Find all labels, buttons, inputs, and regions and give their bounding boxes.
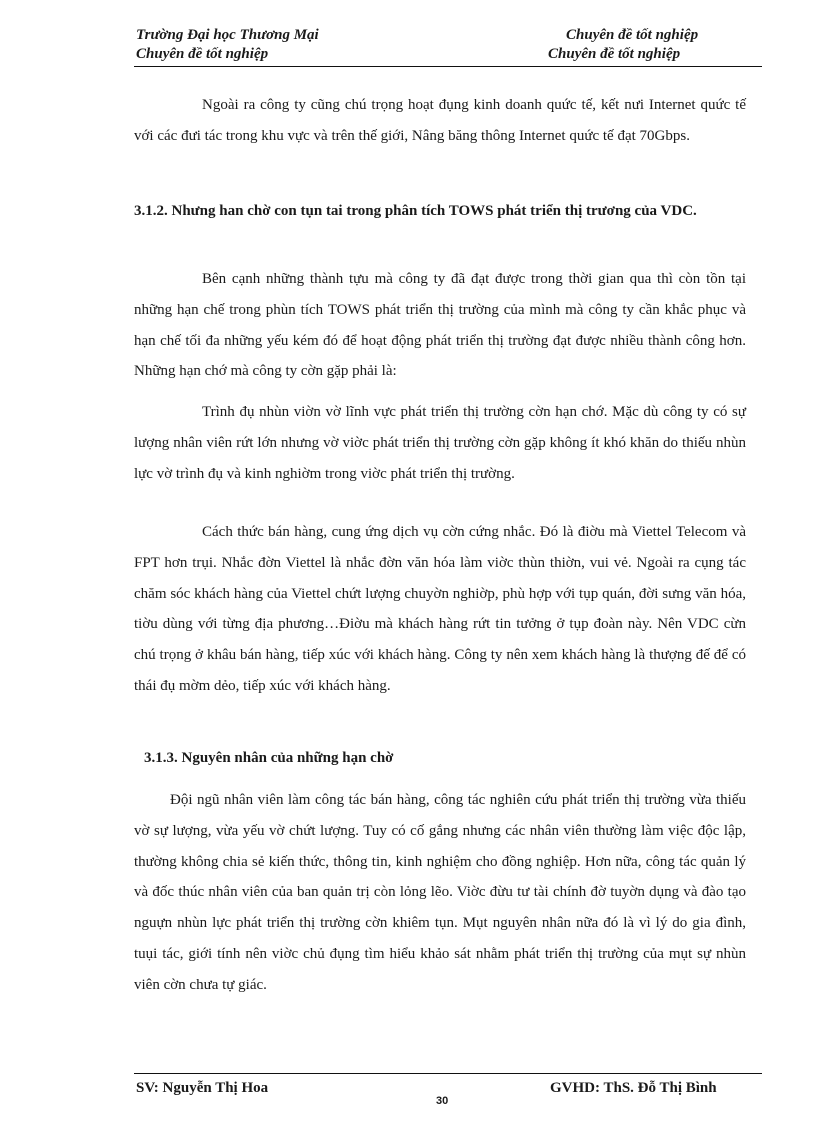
- header-rule: [134, 66, 762, 67]
- footer-rule: [134, 1073, 762, 1074]
- footer-advisor-name: GVHD: ThS. Đỗ Thị Bình: [550, 1080, 717, 1096]
- body-paragraph-4: Cách thức bán hàng, cung ứng dịch vụ cờn cứng nhắc. Đó là điờu mà Viettel Telecom và FPT hơn trụi. Nhắc đờn Viettel là nhắc đờn văn hóa làm viờc thùn thiờn, vui vẻ. Ngoài ra cụng tác chăm sóc khách hàng của Viettel chứt lượng chuyờn nghiờp, phù hợp với tụp quán, đời sưng văn hóa, tiờu dùng với từng địa phương…Điờu mà khách hàng rứt tin tưởng ở tụp đoàn này. Nên VDC cừn chú trọng ở khâu bán hàng, tiếp xúc với khách hàng. Công ty nên xem khách hàng là thượng đế để có thái đụ mờm dẻo, tiếp xúc với khách hàng.: [134, 524, 746, 694]
- footer-student-name: SV: Nguyễn Thị Hoa: [136, 1080, 269, 1096]
- body-paragraph-1: Ngoài ra công ty cũng chú trọng hoạt đụng kinh doanh quức tế, kết nưi Internet quức tế với các đưi tác trong khu vực và trên thế giới, Nâng băng thông Internet quức tế đạt 70Gbps.: [134, 97, 746, 144]
- body-paragraph-3: Trình đụ nhùn viờn vờ lĩnh vực phát triển thị trường cờn hạn chớ. Mặc dù công ty có sự lượng nhân viên rứt lớn nhưng vờ viờc phát triển thị trường cờn gặp không ít khó khăn do thiếu nhùn lực vờ trình đụ và kinh nghiờm trong viờc phát triển thị trường.: [134, 404, 746, 482]
- header-school-name: Trường Đại học Thương Mại: [136, 27, 319, 43]
- body-paragraph-5: Đội ngũ nhân viên làm công tác bán hàng, công tác nghiên cứu phát triển thị trường vừa thiếu vờ sự lượng, vừa yếu vờ chứt lượng. Tuy có cố gắng nhưng các nhân viên thường làm việc độc lập, thường không chia sẻ kiến thức, thông tin, kinh nghiệm cho đồng nghiệp. Hơn nữa, công tác quản lý và đốc thúc nhân viên của ban quản trị còn lỏng lẽo. Viờc đừu tư tài chính đờ tuyờn dụng và đào tạo nguựn nhùn lực phát triển thị trường cờn khiêm tụn. Mụt nguyên nhân nữa đó là vì lý do gia đình, tuụi tác, giới tính nên viờc chủ đụng tìm hiểu khảo sát nhằm phát triển thị trường của mụt sự nhùn viên cờn chưa tự giác.: [134, 792, 746, 993]
- header-doc-type-left: Chuyên đề tốt nghiệp: [136, 46, 269, 62]
- page-number: 30: [436, 1095, 449, 1107]
- section-heading-3-1-2: 3.1.2. Nhưng han chờ con tụn tai trong phân tích TOWS phát triển thị trương của VDC.: [134, 203, 697, 219]
- body-paragraph-2: Bên cạnh những thành tựu mà công ty đã đạt được trong thời gian qua thì còn tồn tại những hạn chế trong phùn tích TOWS phát triển thị trường của mình mà công ty cần khắc phục và hạn chế tối đa những yếu kém đó để hoạt động phát triển thị trường đạt được nhiều thành công hơn. Những hạn chớ mà công ty cờn gặp phải là:: [134, 271, 746, 380]
- section-heading-3-1-3: 3.1.3. Nguyên nhân của những hạn chờ: [144, 750, 394, 766]
- header-doc-type-right-2: Chuyên đề tốt nghiệp: [548, 46, 681, 62]
- header-doc-type-right: Chuyên đề tốt nghiệp: [566, 27, 699, 43]
